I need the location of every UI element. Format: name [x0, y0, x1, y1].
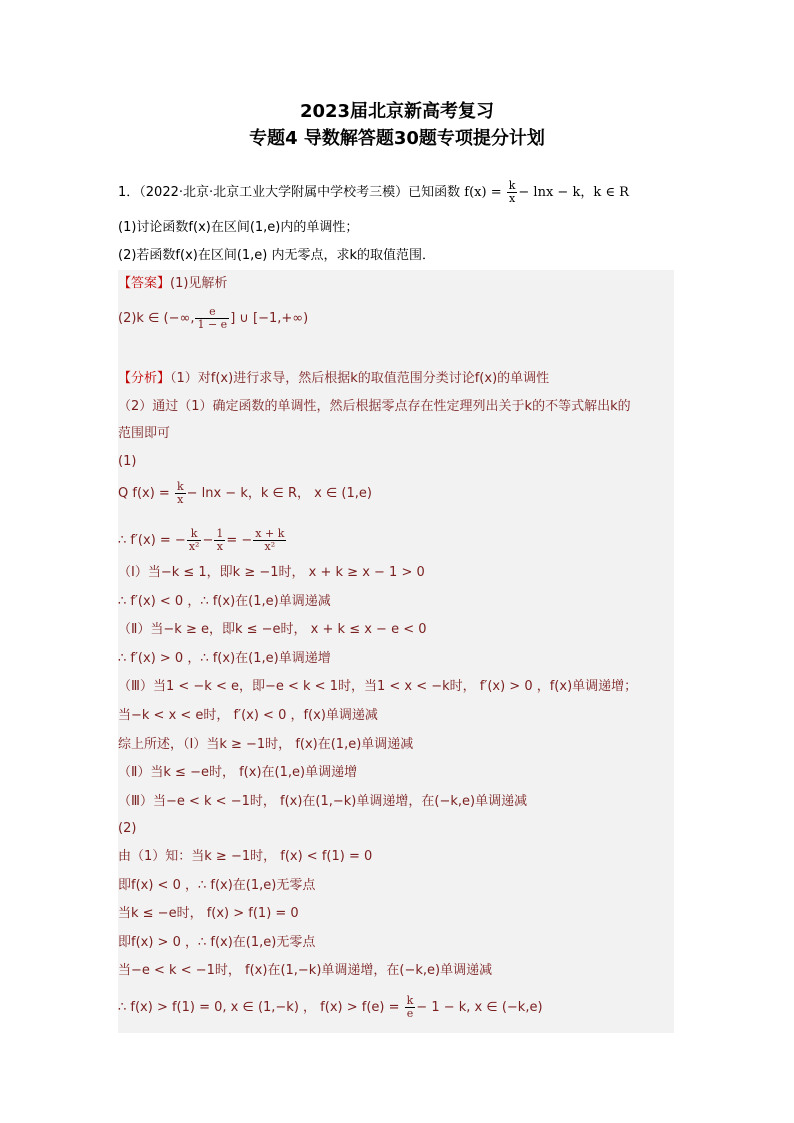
step2-fraction-1: $\frac{k}{\text{x²}}$	[188, 527, 200, 553]
step2-fraction-2: $\frac{1}{x}$	[216, 527, 224, 553]
part2-step-3: 当k ≤ −e时， f(x) > f(1) = 0	[118, 906, 299, 921]
solution-part-2-label: (2)	[118, 821, 137, 836]
solution-step-2: ∴ f′(x) = − $\frac{k}{\text{x²}}$ − $\frac{1}{x}$ = − $\frac{x + k}{\text{x²}}$	[118, 527, 285, 553]
step1-fraction: $\frac{k}{x}$	[176, 480, 184, 506]
document-subtitle: 专题4 导数解答题30题专项提分计划	[249, 128, 545, 149]
analysis-line-2: （2）通过（1）确定函数的单调性，然后根据零点存在性定理列出关于k的不等式解出k的	[118, 399, 631, 414]
summary-1: 综上所述，（Ⅰ）当k ≥ −1时， f(x)在(1,e)单调递减	[118, 737, 414, 752]
solution-step-1: Q f(x) = $\frac{k}{x}$ − lnx − k，k ∈ R， x ∈ (1,e)	[118, 480, 372, 506]
question-number: 1．	[118, 185, 140, 200]
function-lhs: f(x) =	[464, 185, 506, 200]
analysis-line-1: 【分析】（1）对f(x)进行求导，然后根据k的取值范围分类讨论f(x)的单调性	[118, 371, 550, 386]
step6-fraction: $\frac{k}{e}$	[406, 994, 414, 1020]
part2-step-1: 由（1）知：当k ≥ −1时， f(x) < f(1) = 0	[118, 849, 373, 864]
part2-step-4: 即f(x) > 0 ，∴ f(x)在(1,e)无零点	[118, 935, 316, 950]
answer-fraction: $\frac{e}{1 - e}$	[197, 305, 228, 331]
function-rest: − lnx − k，k ∈ R	[518, 185, 629, 200]
case-1: （Ⅰ）当−k ≤ 1，即k ≥ −1时， x + k ≥ x − 1 > 0	[118, 565, 425, 580]
question-source: （2022·北京·北京工业大学附属中学校考三模）已知函数	[139, 185, 461, 200]
summary-2: （Ⅱ）当k ≤ −e时， f(x)在(1,e)单调递增	[118, 765, 358, 780]
question-stem	[118, 180, 629, 205]
case-2: （Ⅱ）当−k ≥ e，即k ≤ −e时， x + k ≤ x − e < 0	[118, 622, 427, 637]
question-part-1: (1)讨论函数f(x)在区间(1,e)内的单调性；	[118, 220, 359, 235]
question-part-2: (2)若函数f(x)在区间(1,e) 内无零点，求k的取值范围．	[118, 248, 436, 263]
function-fraction: $\frac{k}{x}$	[508, 179, 516, 205]
part2-step-5: 当−e < k < −1时， f(x)在(1,−k)单调递增，在(−k,e)单调递减	[118, 963, 493, 978]
answer-line-2: (2)k ∈ (−∞, $\frac{e}{1 - e}$ ] ∪ [−1,+∞)	[118, 305, 309, 331]
case-2-result: ∴ f′(x) > 0 ，∴ f(x)在(1,e)单调递增	[118, 651, 331, 666]
document-title: 2023届北京新高考复习	[299, 101, 495, 122]
case-3: （Ⅲ）当1 < −k < e，即−e < k < 1时，当1 < x < −k时， f′(x) > 0 ，f(x)单调递增；	[118, 679, 638, 694]
answer-label: 【答案】	[118, 276, 171, 291]
answer-line-1: 【答案】(1)见解析	[118, 276, 228, 291]
case-3-result: 当−k < x < e时， f′(x) < 0 ，f(x)单调递减	[118, 708, 378, 723]
summary-3: （Ⅲ）当−e < k < −1时， f(x)在(1,−k)单调递增，在(−k,e)单调递减	[118, 794, 528, 809]
analysis-label: 【分析】	[118, 371, 171, 386]
part2-step-6: ∴ f(x) > f(1) = 0, x ∈ (1,−k) ， f(x) > f(e) = $\frac{k}{e}$ − 1 − k, x ∈ (−k,e)	[118, 994, 543, 1020]
solution-part-1-label: (1)	[118, 454, 137, 469]
analysis-line-3: 范围即可	[118, 426, 171, 441]
part2-step-2: 即f(x) < 0 ，∴ f(x)在(1,e)无零点	[118, 878, 316, 893]
case-1-result: ∴ f′(x) < 0 ，∴ f(x)在(1,e)单调递减	[118, 594, 331, 609]
step2-fraction-3: $\frac{x + k}{\text{x²}}$	[255, 527, 285, 553]
